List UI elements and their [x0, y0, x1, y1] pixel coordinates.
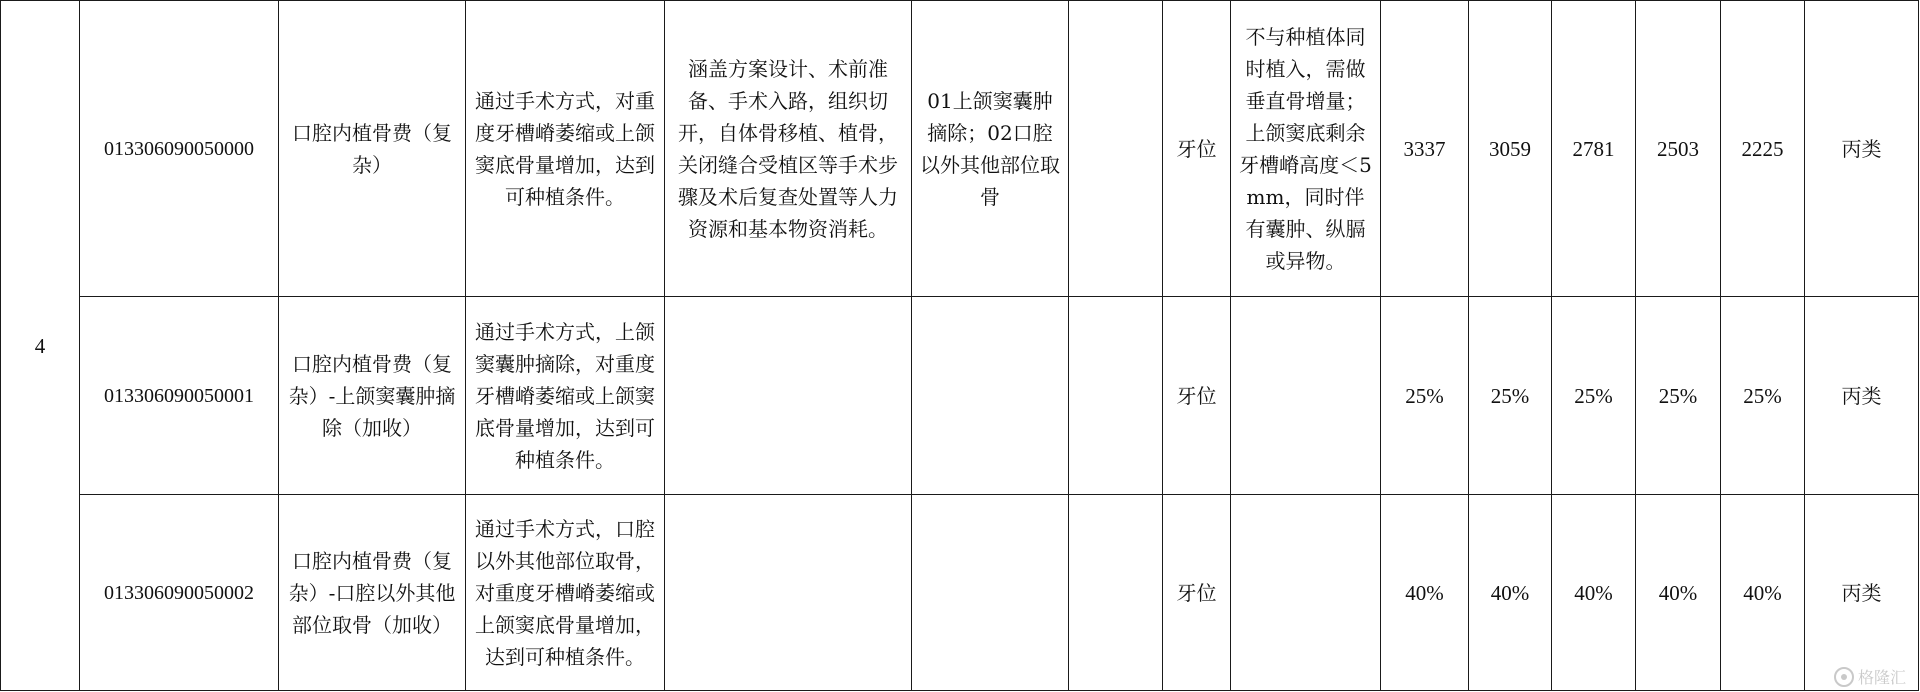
extension-cell: 01上颌窦囊肿摘除；02口腔以外其他部位取骨	[912, 1, 1069, 297]
extension-cell	[912, 297, 1069, 495]
price-cell-3: 40%	[1552, 495, 1636, 691]
table-row	[1, 495, 1919, 691]
logo-circle-icon	[1834, 667, 1854, 687]
price-cell-2: 40%	[1469, 495, 1552, 691]
watermark	[1834, 665, 1906, 688]
code-cell: 013306090050001	[80, 297, 279, 495]
unit-cell: 牙位	[1163, 495, 1231, 691]
blank-cell	[1069, 297, 1163, 495]
watermark-text: 格隆汇	[1857, 668, 1906, 687]
note-cell	[1231, 495, 1381, 691]
price-cell-2: 3059	[1469, 1, 1552, 297]
category-cell: 丙类	[1805, 495, 1919, 691]
price-cell-2: 25%	[1469, 297, 1552, 495]
price-cell-4: 2503	[1636, 1, 1721, 297]
price-cell-1: 25%	[1381, 297, 1469, 495]
note-cell: 不与种植体同时植入，需做垂直骨增量；上颌窦底剩余牙槽嵴高度＜5mm，同时伴有囊肿、纵膈或异物。	[1231, 1, 1381, 297]
resources-cell	[665, 495, 912, 691]
price-cell-1: 40%	[1381, 495, 1469, 691]
unit-cell: 牙位	[1163, 1, 1231, 297]
note-cell	[1231, 297, 1381, 495]
price-cell-5: 2225	[1721, 1, 1805, 297]
price-cell-1: 3337	[1381, 1, 1469, 297]
price-cell-3: 25%	[1552, 297, 1636, 495]
resources-cell: 涵盖方案设计、术前准备、手术入路，组织切开，自体骨移植、植骨，关闭缝合受植区等手术步骤及术后复查处置等人力资源和基本物资消耗。	[665, 1, 912, 297]
price-cell-5: 25%	[1721, 297, 1805, 495]
connotation-cell: 通过手术方式，对重度牙槽嵴萎缩或上颌窦底骨量增加，达到可种植条件。	[466, 1, 665, 297]
blank-cell	[1069, 1, 1163, 297]
unit-cell: 牙位	[1163, 297, 1231, 495]
connotation-cell: 通过手术方式，口腔以外其他部位取骨，对重度牙槽嵴萎缩或上颌窦底骨量增加，达到可种植条件。	[466, 495, 665, 691]
blank-cell	[1069, 495, 1163, 691]
price-cell-5: 40%	[1721, 495, 1805, 691]
item-name-cell: 口腔内植骨费（复杂）-上颌窦囊肿摘除（加收）	[279, 297, 466, 495]
table-row	[1, 297, 1919, 495]
resources-cell	[665, 297, 912, 495]
item-name-cell: 口腔内植骨费（复杂）	[279, 1, 466, 297]
connotation-cell: 通过手术方式，上颌窦囊肿摘除，对重度牙槽嵴萎缩或上颌窦底骨量增加，达到可种植条件。	[466, 297, 665, 495]
item-name-cell: 口腔内植骨费（复杂）-口腔以外其他部位取骨（加收）	[279, 495, 466, 691]
category-cell: 丙类	[1805, 1, 1919, 297]
code-cell: 013306090050002	[80, 495, 279, 691]
price-cell-4: 25%	[1636, 297, 1721, 495]
table-row	[1, 1, 1919, 297]
category-cell: 丙类	[1805, 297, 1919, 495]
price-cell-4: 40%	[1636, 495, 1721, 691]
price-cell-3: 2781	[1552, 1, 1636, 297]
extension-cell	[912, 495, 1069, 691]
code-cell: 013306090050000	[80, 1, 279, 297]
group-number-cell: 4	[1, 1, 80, 691]
